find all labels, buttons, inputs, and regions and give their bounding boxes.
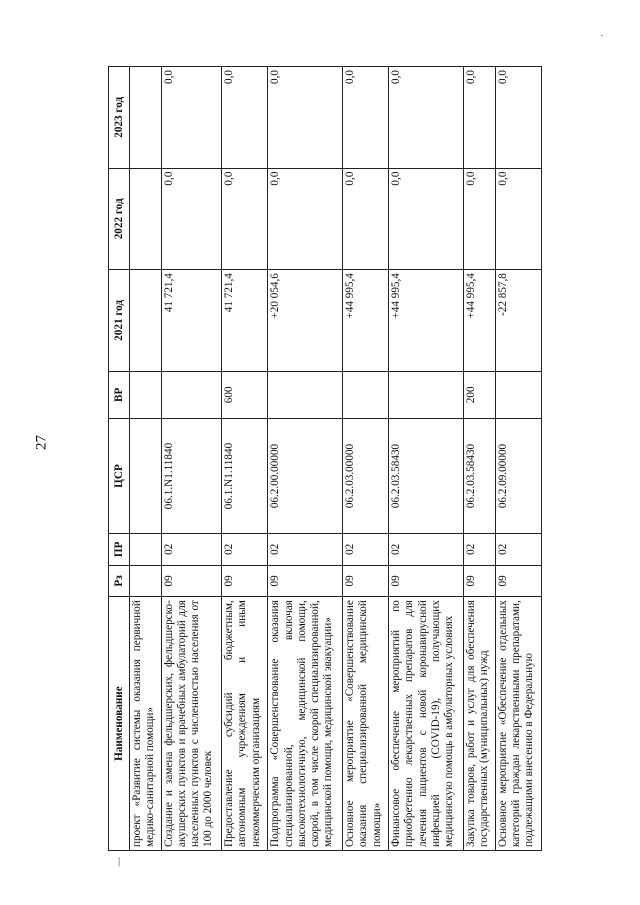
cell-vr <box>389 371 464 418</box>
cell-y2023: 0,0 <box>343 67 389 169</box>
cell-name: Создание и замена фельдшерских, фельдшерско-акушерских пунктов и врачебных амбулаторий для населенных пунктов с численностью населения от 100 до 2000 человек <box>161 597 221 851</box>
table-row <box>268 67 343 851</box>
cell-vr <box>268 371 343 418</box>
cell-rz: 09 <box>463 565 495 597</box>
cell-vr: 200 <box>463 371 495 418</box>
cell-y2022: 0,0 <box>161 168 221 270</box>
column-header: ПР <box>109 534 130 566</box>
cell-y2023: 0,0 <box>495 67 541 169</box>
column-header: 2023 год <box>109 67 130 169</box>
cell-rz: 09 <box>268 565 343 597</box>
column-header: Рз <box>109 565 130 597</box>
cell-csr: 06.2.09.00000 <box>495 418 541 533</box>
cell-y2021: 41 721,4 <box>161 270 221 372</box>
table-row <box>463 67 495 851</box>
table-row <box>389 67 464 851</box>
cell-y2021 <box>130 270 162 372</box>
cell-rz: 09 <box>222 565 268 597</box>
cell-y2023 <box>130 67 162 169</box>
cell-y2022: 0,0 <box>268 168 343 270</box>
cell-y2021: -22 857,8 <box>495 270 541 372</box>
cell-rz: 09 <box>161 565 221 597</box>
cell-y2023: 0,0 <box>161 67 221 169</box>
cell-pr: 02 <box>222 534 268 566</box>
cell-name: Основное мероприятие «Обеспечение отдельных категорий граждан лекарственными препаратами, подлежащими внесению в Федеральную <box>495 597 541 851</box>
table-row <box>495 67 541 851</box>
cell-vr <box>495 371 541 418</box>
cell-csr: 06.1.N1.11840 <box>222 418 268 533</box>
cell-y2022: 0,0 <box>389 168 464 270</box>
column-header: ЦСР <box>109 418 130 533</box>
cell-name: Финансовое обеспечение мероприятий по приобретению лекарственных препаратов для лечения пациентов с новой коронавирусной инфекцией (COVID-19), получающих медицинскую помощь в амбулаторных условиях <box>389 597 464 851</box>
page-number: 27 <box>33 435 50 450</box>
cell-y2023: 0,0 <box>268 67 343 169</box>
cell-pr: 02 <box>495 534 541 566</box>
cell-pr: 02 <box>161 534 221 566</box>
cell-y2021: +20 054,6 <box>268 270 343 372</box>
cell-vr <box>161 371 221 418</box>
cell-csr: 06.2.03.58430 <box>463 418 495 533</box>
cell-name: проект «Развитие системы оказания первичной медико-санитарной помощи» <box>130 597 162 851</box>
cell-csr: 06.1.N1.11840 <box>161 418 221 533</box>
cell-y2021: +44 995,4 <box>389 270 464 372</box>
cell-name: Предоставление субсидий бюджетным, автономным учреждениям и иным некоммерческим организациям <box>222 597 268 851</box>
cell-pr: 02 <box>268 534 343 566</box>
cell-csr: 06.2.03.00000 <box>343 418 389 533</box>
cell-csr: 06.2.03.58430 <box>389 418 464 533</box>
cell-y2022: 0,0 <box>463 168 495 270</box>
table-row <box>222 67 268 851</box>
cell-csr <box>130 418 162 533</box>
cell-name: Закупка товаров, работ и услуг для обеспечения государственных (муниципальных) нужд <box>463 597 495 851</box>
edge-mark: · <box>600 30 604 42</box>
cell-y2023: 0,0 <box>389 67 464 169</box>
cell-y2022: 0,0 <box>495 168 541 270</box>
column-header: Наименование <box>109 597 130 851</box>
table-header-row <box>109 67 130 851</box>
table-row <box>343 67 389 851</box>
cell-vr <box>343 371 389 418</box>
cell-vr <box>130 371 162 418</box>
cell-pr: 02 <box>463 534 495 566</box>
cell-y2023: 0,0 <box>463 67 495 169</box>
cell-name: Основное мероприятие «Совершенствование оказания специализированной медицинской помощи» <box>343 597 389 851</box>
budget-table <box>108 66 542 851</box>
cell-y2021: 41 721,4 <box>222 270 268 372</box>
cell-csr: 06.2.00.00000 <box>268 418 343 533</box>
cell-rz: 09 <box>343 565 389 597</box>
cell-y2022 <box>130 168 162 270</box>
cell-y2022: 0,0 <box>343 168 389 270</box>
cell-vr: 600 <box>222 371 268 418</box>
cell-pr: 02 <box>343 534 389 566</box>
cell-pr: 02 <box>389 534 464 566</box>
cell-name: Подпрограмма «Совершенствование оказания специализированной, включая высокотехнологичную, медицинской помощи, скорой, в том числе скорой специализированной, медицинской помощи, медицинской эвакуации» <box>268 597 343 851</box>
cell-rz: 09 <box>389 565 464 597</box>
table-row <box>130 67 162 851</box>
cell-y2021: +44 995,4 <box>463 270 495 372</box>
cell-y2022: 0,0 <box>222 168 268 270</box>
table-row <box>161 67 221 851</box>
cell-y2021: +44 995,4 <box>343 270 389 372</box>
cell-pr <box>130 534 162 566</box>
cell-rz <box>130 565 162 597</box>
column-header: 2022 год <box>109 168 130 270</box>
edge-mark: | <box>118 855 121 867</box>
column-header: ВР <box>109 371 130 418</box>
budget-table-rotated <box>108 66 542 851</box>
cell-rz: 09 <box>495 565 541 597</box>
cell-y2023: 0,0 <box>222 67 268 169</box>
table-body <box>130 67 542 851</box>
column-header: 2021 год <box>109 270 130 372</box>
